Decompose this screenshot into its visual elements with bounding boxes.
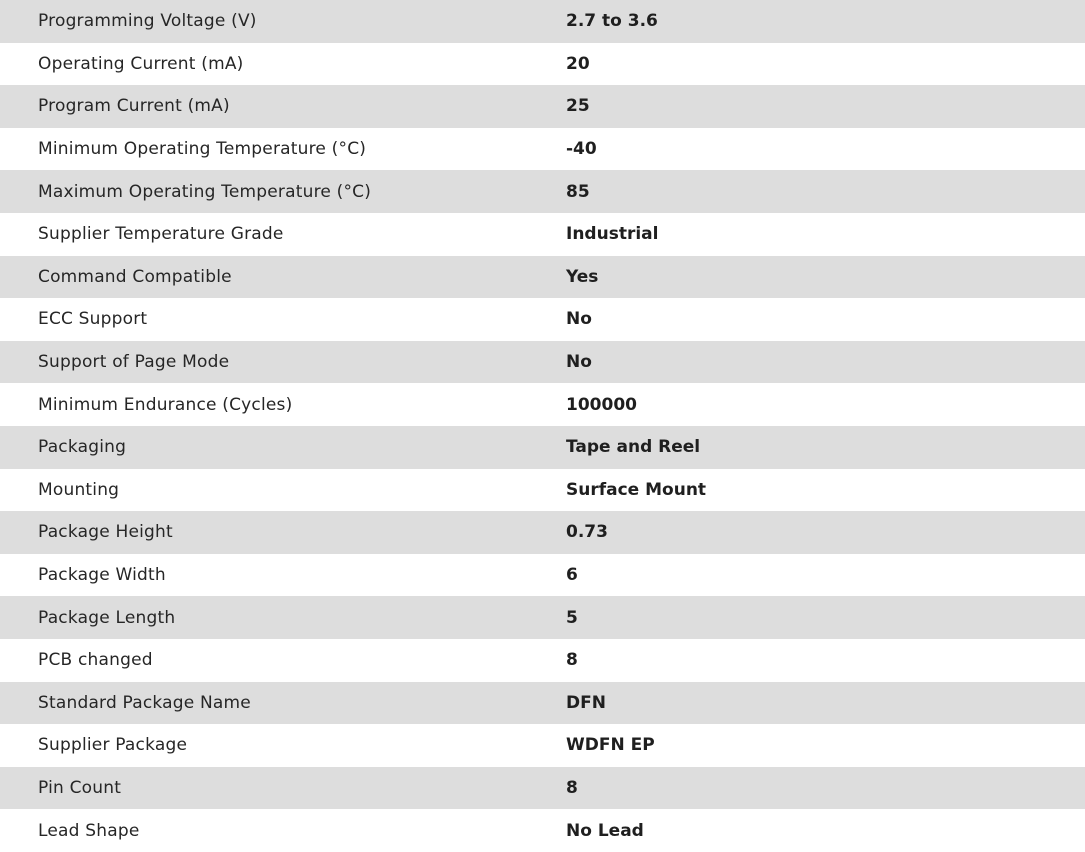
spec-row-pin-count (0, 767, 1085, 810)
spec-row-minimum-endurance (0, 383, 1085, 426)
spec-row-command-compatible (0, 256, 1085, 299)
spec-label: Minimum Operating Temperature (°C) (38, 139, 367, 160)
spec-row-max-operating-temperature (0, 170, 1085, 213)
spec-label: Package Length (38, 607, 176, 628)
spec-row-standard-package-name (0, 682, 1085, 725)
spec-value: 6 (566, 565, 578, 586)
spec-label: Package Width (38, 565, 166, 586)
spec-row-programming-voltage (0, 0, 1085, 43)
spec-row-ecc-support (0, 298, 1085, 341)
spec-label: Programming Voltage (V) (38, 11, 257, 32)
spec-value: 8 (566, 650, 578, 671)
spec-label: Supplier Package (38, 735, 188, 756)
spec-value: WDFN EP (566, 735, 655, 756)
spec-row-page-mode-support (0, 341, 1085, 384)
spec-row-package-length (0, 596, 1085, 639)
spec-label: Package Height (38, 522, 173, 543)
spec-value: DFN (566, 692, 606, 713)
spec-label: Pin Count (38, 777, 122, 798)
spec-value: No Lead (566, 820, 644, 841)
spec-row-min-operating-temperature (0, 128, 1085, 171)
spec-value: 2.7 to 3.6 (566, 11, 658, 32)
spec-value: Industrial (566, 224, 659, 245)
spec-label: Maximum Operating Temperature (°C) (38, 181, 372, 202)
spec-value: 25 (566, 96, 590, 117)
spec-value: No (566, 309, 592, 330)
spec-row-operating-current (0, 43, 1085, 86)
spec-value: Yes (566, 266, 599, 287)
spec-label: Command Compatible (38, 266, 232, 287)
spec-label: Minimum Endurance (Cycles) (38, 394, 293, 415)
spec-value: Tape and Reel (566, 437, 701, 458)
spec-label: Mounting (38, 479, 120, 500)
spec-label: ECC Support (38, 309, 148, 330)
spec-row-supplier-temperature-grade (0, 213, 1085, 256)
spec-label: PCB changed (38, 650, 153, 671)
spec-value: 8 (566, 777, 578, 798)
spec-label: Support of Page Mode (38, 352, 230, 373)
spec-row-pcb-changed (0, 639, 1085, 682)
spec-value: 20 (566, 53, 590, 74)
spec-row-packaging (0, 426, 1085, 469)
spec-label: Program Current (mA) (38, 96, 230, 117)
spec-value: 100000 (566, 394, 637, 415)
spec-value: 85 (566, 181, 590, 202)
spec-value: -40 (566, 139, 597, 160)
spec-label: Packaging (38, 437, 127, 458)
spec-value: Surface Mount (566, 479, 707, 500)
spec-row-program-current (0, 85, 1085, 128)
spec-label: Lead Shape (38, 820, 140, 841)
spec-value: 5 (566, 607, 578, 628)
spec-label: Standard Package Name (38, 692, 251, 713)
spec-row-mounting (0, 469, 1085, 512)
spec-label: Operating Current (mA) (38, 53, 244, 74)
spec-row-package-width (0, 554, 1085, 597)
spec-row-supplier-package (0, 724, 1085, 767)
spec-row-package-height (0, 511, 1085, 554)
spec-value: 0.73 (566, 522, 608, 543)
spec-label: Supplier Temperature Grade (38, 224, 284, 245)
spec-value: No (566, 352, 592, 373)
spec-row-lead-shape (0, 809, 1085, 852)
